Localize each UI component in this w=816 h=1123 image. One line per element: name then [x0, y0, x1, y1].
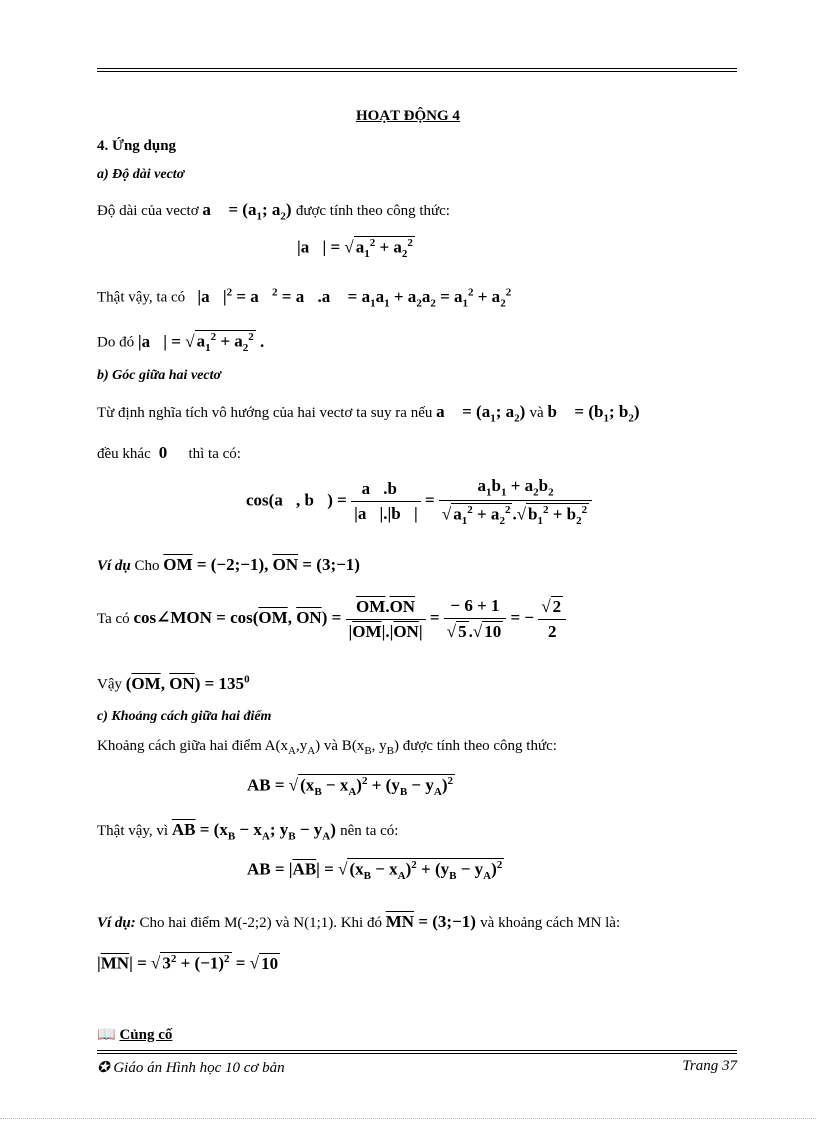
length-formula: |a⃗| = √ $a_1^2 + a_2^2$ — [297, 237, 413, 261]
part-c-example-end: và khoảng cách MN là: — [480, 915, 621, 931]
part-c-intro-line: Khoảng cách giữa hai điểm $A(x_A,y_A)$ và $B(x_B$, $y_B$) được tính theo công thức: — [97, 738, 557, 757]
part-b-we-have: Ta có — [97, 610, 130, 627]
part-a-heading: a) Độ dài vectơ — [97, 167, 185, 182]
part-c-heading: c) Khoảng cách giữa hai điểm — [97, 709, 272, 724]
part-c-proof-suffix: nên ta có: — [340, 823, 399, 839]
part-a-intro: Độ dài của vectơ — [97, 203, 199, 219]
footer-page-number: Trang 37 — [682, 1058, 737, 1074]
part-a-conclusion-prefix: Do đó — [97, 334, 135, 351]
part-a-proof-line — [97, 286, 511, 309]
part-b-result-line — [97, 673, 250, 694]
page-title: HOẠT ĐỘNG 4 — [356, 108, 460, 124]
length-proof: $|a⃗|^2$ = a⃗$^2$ = a⃗.a⃗ = $a_1a_1 + a_2a_2 = a_1^2 + a_2^2$ — [188, 286, 512, 310]
om-on-vectors: $\overline{OM}$ = (−2;−1), $\overline{ON}$ = (3;−1) — [163, 555, 360, 574]
vector-ab-coords: $\overline{AB} = (x_B - x_A$; $y_B - y_A$) — [171, 820, 341, 843]
part-b-example-text: Cho — [134, 558, 160, 574]
page-edge-dots — [0, 1118, 816, 1119]
mn-length: $|\overline{MN}|$ = √ $3^2 + (-1)^2$ = √ 10 — [97, 953, 279, 973]
part-b-nonzero-line — [97, 443, 241, 463]
part-b-example-line — [97, 555, 360, 575]
angle-result: ($\overline{OM}$, $\overline{ON}) = 135^0$ — [125, 673, 250, 693]
footer-left — [97, 1058, 285, 1077]
vector-b-coords: b⃗ = ($b_1$; $b_2$) — [547, 402, 640, 425]
part-b-intro: Từ định nghĩa tích vô hướng của hai vectơ ta suy ra nếu — [97, 405, 433, 421]
part-b-so: Vậy — [97, 676, 122, 693]
part-c-proof-line — [97, 820, 398, 842]
mn-vector: $\overline{MN}$ = (3;−1) — [385, 912, 481, 931]
part-b-calc-line — [97, 596, 566, 642]
part-c-proof-prefix: Thật vậy, vì — [97, 823, 169, 839]
cos-mon-calc: cos∠MON = $\cos(\overline{OM}$, $\overline{ON}$) = $\frac{\overline{OM}.\overline{ON}}{|\overline{OM}|.|\overline{ON}|}$ = $\frac{- 6 + 1}{√ 5 .√ 10}$ = − $\frac{√ 2}{2}$ — [133, 608, 566, 627]
part-c-intro: Khoảng cách giữa hai điểm A(x — [97, 738, 288, 754]
footer-bullet-icon: ✪ — [97, 1060, 110, 1076]
part-b-heading: b) Góc giữa hai vectơ — [97, 368, 221, 383]
part-b-intro-line — [97, 402, 640, 424]
footer-rule — [97, 1050, 737, 1054]
part-c-example-label: Ví dụ: — [97, 915, 136, 931]
vector-a-def: a⃗ = ($a_1$; $a_2$) — [202, 200, 296, 223]
header-rule — [97, 68, 737, 72]
part-c-example-text: Cho hai điểm M(-2;2) và N(1;1). Khi đó — [139, 915, 382, 931]
part-b-nonzero: đều khác — [97, 446, 151, 462]
footer-left-text: Giáo án Hình học 10 cơ bản — [113, 1060, 285, 1076]
part-b-and: và — [529, 405, 544, 421]
section-heading: 4. Ứng dụng — [97, 138, 177, 154]
cosine-formula: cos(a⃗, b⃗) = $\frac{a⃗.b⃗}{|a⃗|.|b⃗|}$ = $\frac{a_1b_1 + a_2b_2}{√ a_1^2 + a_2^2 .√ b_1^2 + b_2^2}$ — [246, 476, 592, 527]
part-a-conclusion-line — [97, 330, 264, 354]
distance-formula: AB = √ $(x_B - x_A)^2 + (y_B - y_A)^2$ — [247, 775, 453, 799]
part-c-example-line — [97, 912, 737, 932]
zero-vector: 0⃗ — [154, 443, 185, 462]
vector-a-coords: a⃗ = ($a_1$; $a_2$) — [436, 402, 530, 425]
part-a-intro-end: được tính theo công thức: — [295, 203, 450, 219]
distance-proof: AB = $|\overline{AB}|$ = √ $(x_B - x_A)^2 + (y_B - y_A)^2$ — [247, 859, 503, 883]
part-b-then: thì ta có: — [188, 446, 241, 462]
book-icon: 📖 — [97, 1027, 116, 1043]
consolidate-label: Củng cố — [119, 1027, 173, 1043]
part-a-proof-prefix: Thật vậy, ta có — [97, 289, 186, 306]
part-a-intro-line — [97, 200, 450, 222]
consolidate-section — [97, 1025, 172, 1044]
length-conclusion: |a⃗| = √ $a_1^2 + a_2^2$ . — [137, 331, 265, 355]
part-b-example-label: Ví dụ — [97, 558, 131, 574]
